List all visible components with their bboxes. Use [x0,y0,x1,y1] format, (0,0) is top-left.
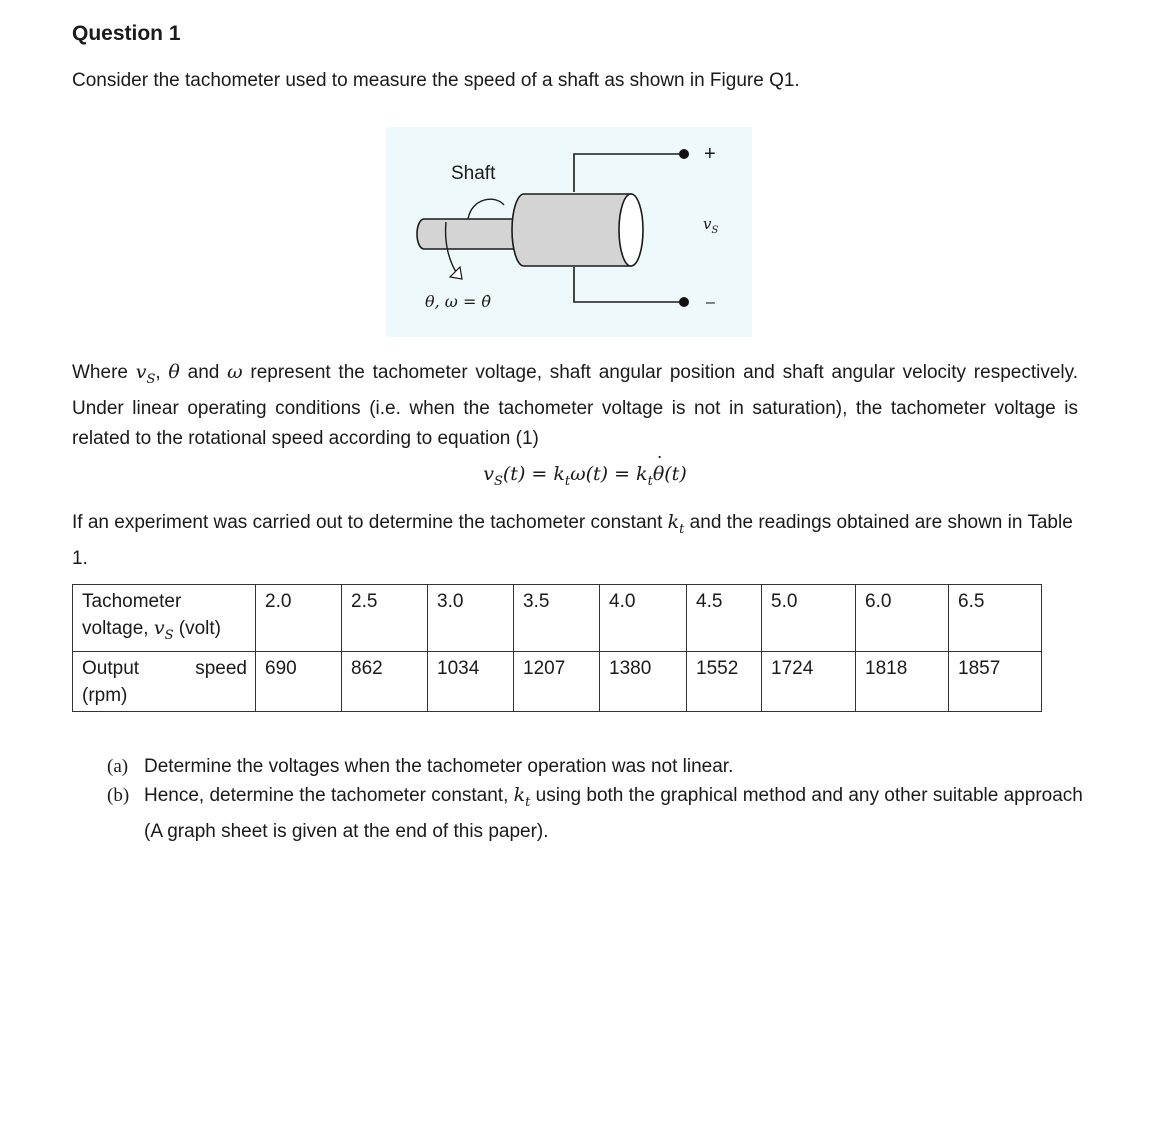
tachometer-end-face [619,194,643,266]
table-cell: 1034 [428,651,514,711]
top-wire [574,154,684,192]
table-cell: 3.0 [428,585,514,652]
vs-symbol: $v_S$ [135,361,156,387]
speed-row-header: Output speed (rpm) [73,651,256,711]
omega-symbol: ω [227,361,243,383]
table-cell: 2.0 [256,585,342,652]
equation-1: $v_S(t) = k_t\omega(t) = k_t\theta$ ˙(t) [0,463,1170,489]
shaft [417,219,526,249]
table-cell: 5.0 [762,585,856,652]
tachometer-diagram [386,127,752,337]
angle-label: θ, ω = θ̇ [425,292,492,311]
kt-symbol: $k_t$ [667,511,685,537]
table-cell: 862 [342,651,428,711]
readings-table [72,584,1042,712]
table-cell: 3.5 [514,585,600,652]
rotation-arrow-head [450,267,462,279]
part-b-label: (b) [107,785,130,806]
part-a-text: Determine the voltages when the tachometer operation was not linear. [144,756,734,777]
bottom-wire [574,267,684,302]
part-b [107,781,1087,846]
figure-q1 [386,127,752,337]
shaft-label: Shaft [451,163,496,184]
minus-label: – [706,294,715,311]
voltage-row-header: Tachometer voltage, $v_S$ (volt) [73,585,256,652]
question-parts [107,752,1087,846]
rotation-arrow-top [468,199,504,219]
question-title: Question 1 [72,22,181,45]
table-cell: 1207 [514,651,600,711]
part-a-label: (a) [107,756,129,777]
definitions-paragraph: Where $v_S$, θ and ω represent the tachometer voltage, shaft angular position and shaft angular velocity respectively. Under linear operating conditions (i.e. when the tachometer voltage is not in saturation), the tachometer voltage is related to the rotational speed according to equation (1) [72,361,1078,449]
table-cell: 1380 [600,651,687,711]
table-cell: 1724 [762,651,856,711]
theta-symbol: θ [168,361,180,383]
table-cell: 4.0 [600,585,687,652]
part-b-text: Hence, determine the tachometer constant, $k_t$ using both the graphical method and any other suitable approach (A graph sheet is given at the end of this paper). [144,784,1083,842]
experiment-paragraph: If an experiment was carried out to determine the tachometer constant $k_t$ and the readings obtained are shown in Table 1. [72,511,1073,570]
table-cell: 6.5 [949,585,1042,652]
theta-dot: θ ˙ [653,463,664,485]
table-row [73,585,1042,652]
part-a [107,752,1087,781]
tachometer-body [512,194,631,266]
table-cell: 2.5 [342,585,428,652]
table-cell: 1552 [687,651,762,711]
table-cell: 1857 [949,651,1042,711]
voltage-label: $v_S$ [703,215,719,236]
table-cell: 4.5 [687,585,762,652]
table-cell: 1818 [856,651,949,711]
minus-terminal [679,297,689,307]
table-row [73,651,1042,711]
table-cell: 690 [256,651,342,711]
intro-text: Consider the tachometer used to measure the speed of a shaft as shown in Figure Q1. [72,70,800,91]
table-cell: 6.0 [856,585,949,652]
plus-terminal [679,149,689,159]
plus-label: + [704,143,716,165]
